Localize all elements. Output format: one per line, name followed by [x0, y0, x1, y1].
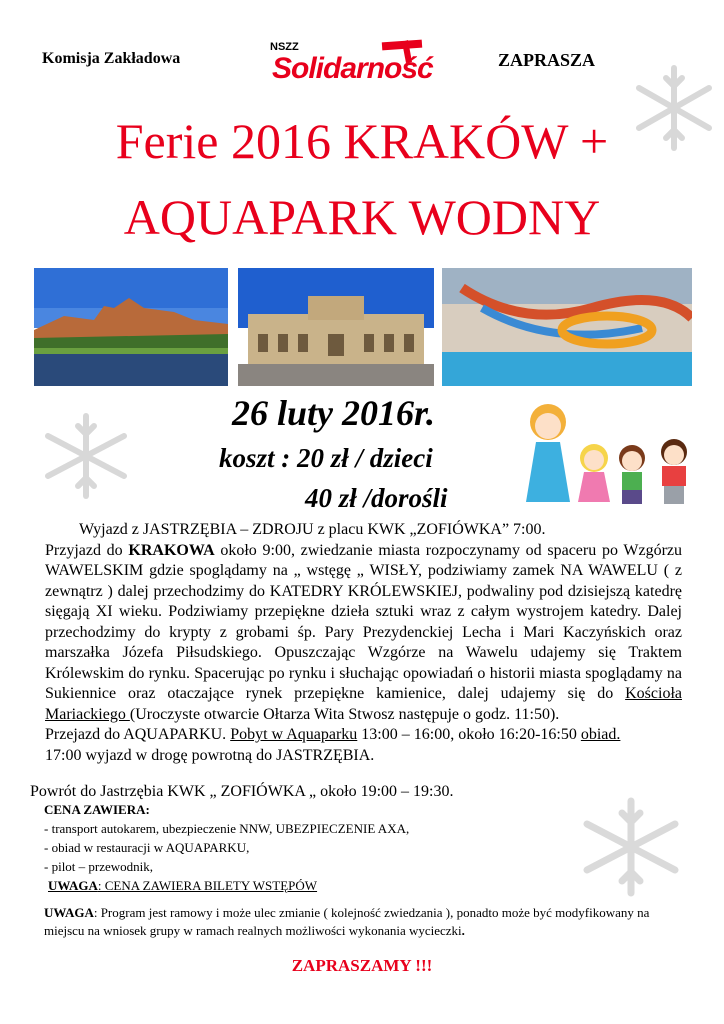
- invite-label: ZAPRASZA: [498, 50, 596, 70]
- program-note: [44, 904, 684, 940]
- event-date: 26 luty 2016r.: [232, 393, 436, 433]
- note-label: UWAGA: [44, 905, 94, 920]
- program-text: Przejazd do AQUAPARKU.: [45, 726, 231, 743]
- program-text: 13:00 – 16:00, około 16:20-16:50: [357, 726, 581, 743]
- note-text: : Program jest ramowy i może ulec zmianie ( kolejność zwiedzania ), ponadto może być modyfikowany na miejscu na wniosek grupy w ramach realnych możliwości wykonania wycieczki: [44, 905, 650, 938]
- price-includes-item: - pilot – przewodnik,: [44, 859, 154, 874]
- snowflake-icon: [38, 410, 134, 502]
- organizer-label: Komisja Zakładowa: [42, 50, 181, 67]
- program-krakow: [45, 541, 682, 726]
- program-description: [45, 520, 682, 766]
- cost-adults: 40 zł /dorośli: [305, 483, 448, 513]
- program-krakow-bold: KRAKOWA: [128, 541, 215, 559]
- tickets-note-text: : CENA ZAWIERA BILETY WSTĘPÓW: [97, 878, 318, 893]
- program-return: Powrót do Jastrzębia KWK „ ZOFIÓWKA „ około 19:00 – 19:30.: [30, 783, 454, 800]
- children-cartoon: [508, 398, 708, 518]
- closing-invitation: ZAPRASZAMY !!!: [291, 956, 433, 975]
- program-text: około 9:00, zwiedzanie miasta rozpoczynamy od spaceru po Wzgórzu WAWELSKIM gdzie spoglądamy na „ wstęgę „ WISŁY, podziwiamy zamek NA WAWELU ( z zewnątrz ) dalej przechodzimy do KATEDRY KRÓLEWSKIEJ, podwaliny pod dzisiejszą katedrę sięgają XI wieku. Podziwiamy przepiękne dzieła sztuki wraz z całym wystrojem katedry. Dalej przechodzimy do krypty z grobami śp. Pary Prezydenckiej Lecha i Mari Kaczyńskich oraz marszałka Józefa Piłsudskiego. Opuszczając Wzgórze na Wawelu udajemy się Traktem Królewskim do rynku. Spacerując po rynku i słuchając opowiadań o historii miasta spoglądamy na Sukiennice oraz otaczające rynek przepiękne kamienice, dalej udajemy się do: [45, 541, 682, 702]
- title-line-1: Ferie 2016 KRAKÓW +: [115, 113, 609, 169]
- aquapark-photo: [442, 268, 692, 386]
- program-return-departure: 17:00 wyjazd w drogę powrotną do JASTRZĘBIA.: [45, 746, 375, 764]
- price-includes: [44, 800, 409, 895]
- aquapark-link[interactable]: Pobyt w Aquaparku: [230, 726, 358, 743]
- cloth-hall-photo: [238, 268, 434, 386]
- tickets-note-label: UWAGA: [48, 878, 98, 893]
- lunch-link[interactable]: obiad.: [580, 726, 621, 743]
- svg-text:Solidarność: Solidarność: [272, 52, 433, 84]
- title-line-2: AQUAPARK WODNY: [123, 189, 601, 245]
- wawel-castle-photo: [34, 268, 228, 386]
- price-includes-item: - transport autokarem, ubezpieczenie NNW, UBEZPIECZENIE AXA,: [44, 821, 410, 836]
- svg-text:NSZZ: NSZZ: [270, 41, 299, 53]
- price-includes-title: CENA ZAWIERA:: [44, 802, 150, 817]
- program-text: Przyjazd do: [45, 541, 129, 559]
- cost-children: koszt : 20 zł / dzieci: [219, 443, 433, 473]
- program-aquapark: [45, 725, 682, 746]
- program-departure: Wyjazd z JASTRZĘBIA – ZDROJU z placu KWK „ZOFIÓWKA” 7:00.: [79, 521, 546, 538]
- solidarnosc-logo: [262, 38, 458, 84]
- tickets-note: [48, 876, 409, 895]
- price-includes-item: - obiad w restauracji w AQUAPARKU,: [44, 840, 250, 855]
- mariacki-link[interactable]: Kościoła Mariackiego: [45, 685, 682, 723]
- note-end: .: [461, 923, 465, 938]
- snowflake-icon: [576, 794, 686, 900]
- program-text: (Uroczyste otwarcie Ołtarza Wita Stwosz następuje o godz. 11:50).: [129, 705, 560, 723]
